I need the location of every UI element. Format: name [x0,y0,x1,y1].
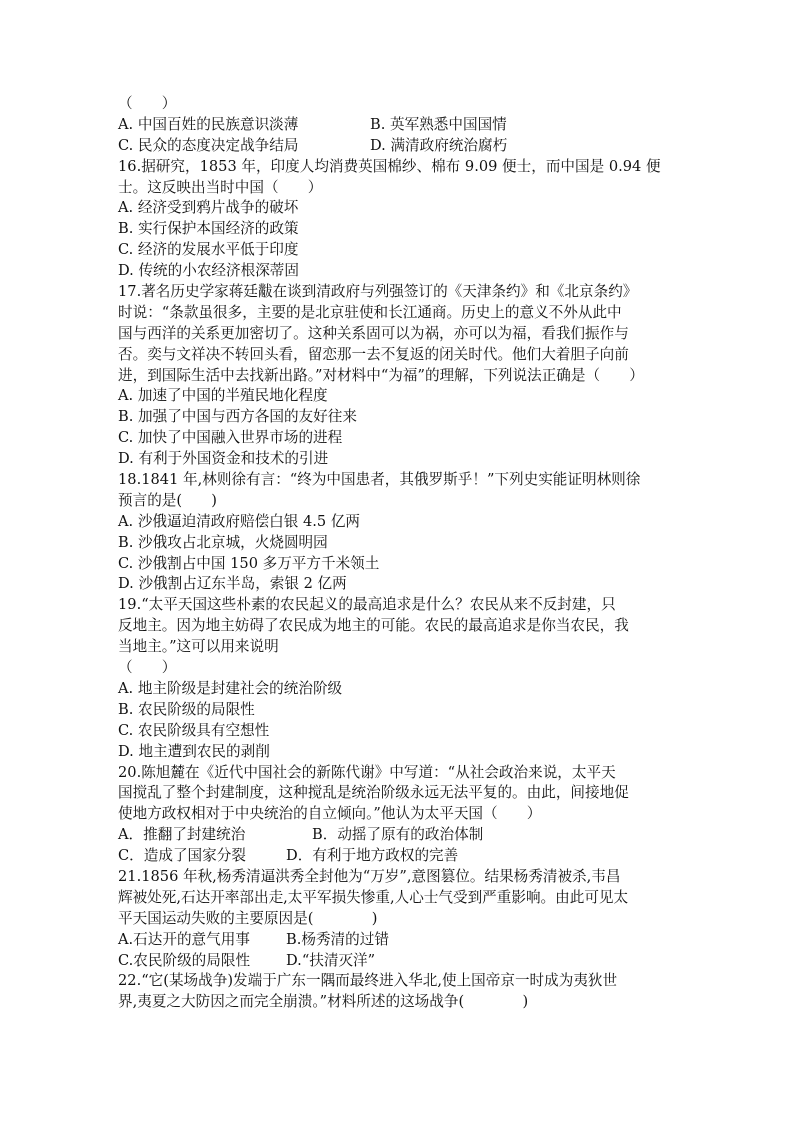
q21-stem-line: 辉被处死,石达开率部出走,太平军损失惨重,人心士气受到严重影响。由此可见太 [118,888,629,906]
q21-option-c: C.农民阶级的局限性 [118,951,251,969]
q18-stem-line: 18.1841 年,林则徐有言：“终为中国患者，其俄罗斯乎！”下列史实能证明林则徐 [118,471,641,489]
q17-option-b: B. 加强了中国与西方各国的友好往来 [118,408,357,426]
q22-stem-line: 22.“它(某场战争)发端于广东一隅而最终进入华北,使上国帝京一时成为夷狄世 [118,972,618,990]
q18-option-b: B. 沙俄攻占北京城，火烧圆明园 [118,533,328,551]
q20-options-row-2 [118,846,696,867]
q20-option-b: B．动摇了原有的政治体制 [312,826,484,844]
q20-stem-line: 使地方政权相对于中央统治的自立倾向。”他认为太平天国（ ） [118,805,542,823]
q21-options-row-2 [118,951,696,972]
q19-stem-line: 反地主。因为地主妨碍了农民成为地主的可能。农民的最高追求是你当农民，我 [118,617,629,635]
q15-options-row-2 [118,136,696,157]
q19-option-d: D. 地主遭到农民的剥削 [118,742,270,760]
q17-option-c: C. 加快了中国融入世界市场的进程 [118,429,343,447]
q17-option-a: A. 加速了中国的半殖民地化程度 [118,387,328,405]
q19-answer-blank: （ ） [118,659,177,677]
q18-option-d: D. 沙俄割占辽东半岛，索银 2 亿两 [118,575,347,593]
q22-stem-line: 界,夷夏之大防因之而完全崩溃。”材料所述的这场战争( ) [118,993,529,1011]
q18-option-c: C. 沙俄割占中国 150 多万平方千米领土 [118,554,380,572]
q20-stem-line: 国搅乱了整个封建制度，这种搅乱是统治阶级永远无法平复的。由此，间接地促 [118,784,629,802]
q19-stem-line: 19.“太平天国这些朴素的农民起义的最高追求是什么？农民从来不反封建，只 [118,596,616,614]
q20-stem-line: 20.陈旭麓在《近代中国社会的新陈代谢》中写道：“从社会政治来说，太平天 [118,763,616,781]
q15-options-row-1 [118,115,696,136]
q16-option-d: D. 传统的小农经济根深蒂固 [118,262,299,280]
q16-stem-line: 16.据研究，1853 年，印度人均消费英国棉纱、棉布 9.09 便士，而中国是 0.94 便 [118,157,661,175]
q20-option-d: D．有利于地方政权的完善 [286,847,459,865]
q21-option-d: D.“扶清灭洋” [286,951,376,969]
q16-stem-line: 士。这反映出当时中国（ ） [118,178,323,196]
q20-options-row-1 [118,825,696,846]
q21-stem-line: 21.1856 年秋,杨秀清逼洪秀全封他为“万岁”,意图篡位。结果杨秀清被杀,韦昌 [118,867,621,885]
q21-option-b: B.杨秀清的过错 [286,930,389,948]
q17-stem-line: 进，到国际生活中去找新出路。”对材料中“为福”的理解，下列说法正确是（ ） [118,366,644,384]
q15-option-c: C. 民众的态度决定战争结局 [118,136,299,154]
q17-stem-line: 国与西洋的关系更加密切了。这种关系固可以为祸，亦可以为福，看我们振作与 [118,324,629,342]
q17-option-d: D. 有利于外国资金和技术的引进 [118,450,329,468]
q16-option-c: C. 经济的发展水平低于印度 [118,241,299,259]
q17-stem-line: 否。奕与文祥决不转回头看，留恋那一去不复返的闭关时代。他们大着胆子向前 [118,345,629,363]
q15-answer-blank: （ ） [118,95,177,112]
q18-option-a: A. 沙俄逼迫清政府赔偿白银 4.5 亿两 [118,512,361,530]
q19-option-a: A. 地主阶级是封建社会的统治阶级 [118,679,343,697]
q21-options-row-1 [118,930,696,951]
q15-option-d: D. 满清政府统治腐朽 [370,136,508,154]
q21-stem-line: 平天国运动失败的主要原因是( ) [118,909,378,927]
q21-option-a: A.石达开的意气用事 [118,930,250,948]
q20-option-a: A．推翻了封建统治 [118,826,246,844]
q19-stem-line: 当地主。”这可以用来说明 [118,638,279,656]
q19-option-b: B. 农民阶级的局限性 [118,700,255,718]
q16-option-b: B. 实行保护本国经济的政策 [118,220,299,238]
q20-option-c: C．造成了国家分裂 [118,847,246,865]
q15-option-b: B. 英军熟悉中国国情 [370,115,507,133]
q18-stem-line: 预言的是( ) [118,491,217,509]
q17-stem-line: 时说：“条款虽很多，主要的是北京驻使和长江通商。历史上的意义不外从此中 [118,303,622,321]
q15-option-a: A. 中国百姓的民族意识淡薄 [118,115,299,133]
q17-stem-line: 17.著名历史学家蒋廷黻在谈到清政府与列强签订的《天津条约》和《北京条约》 [118,283,638,301]
exam-page [118,94,696,1013]
q16-option-a: A. 经济受到鸦片战争的破坏 [118,199,299,217]
q19-option-c: C. 农民阶级具有空想性 [118,721,270,739]
